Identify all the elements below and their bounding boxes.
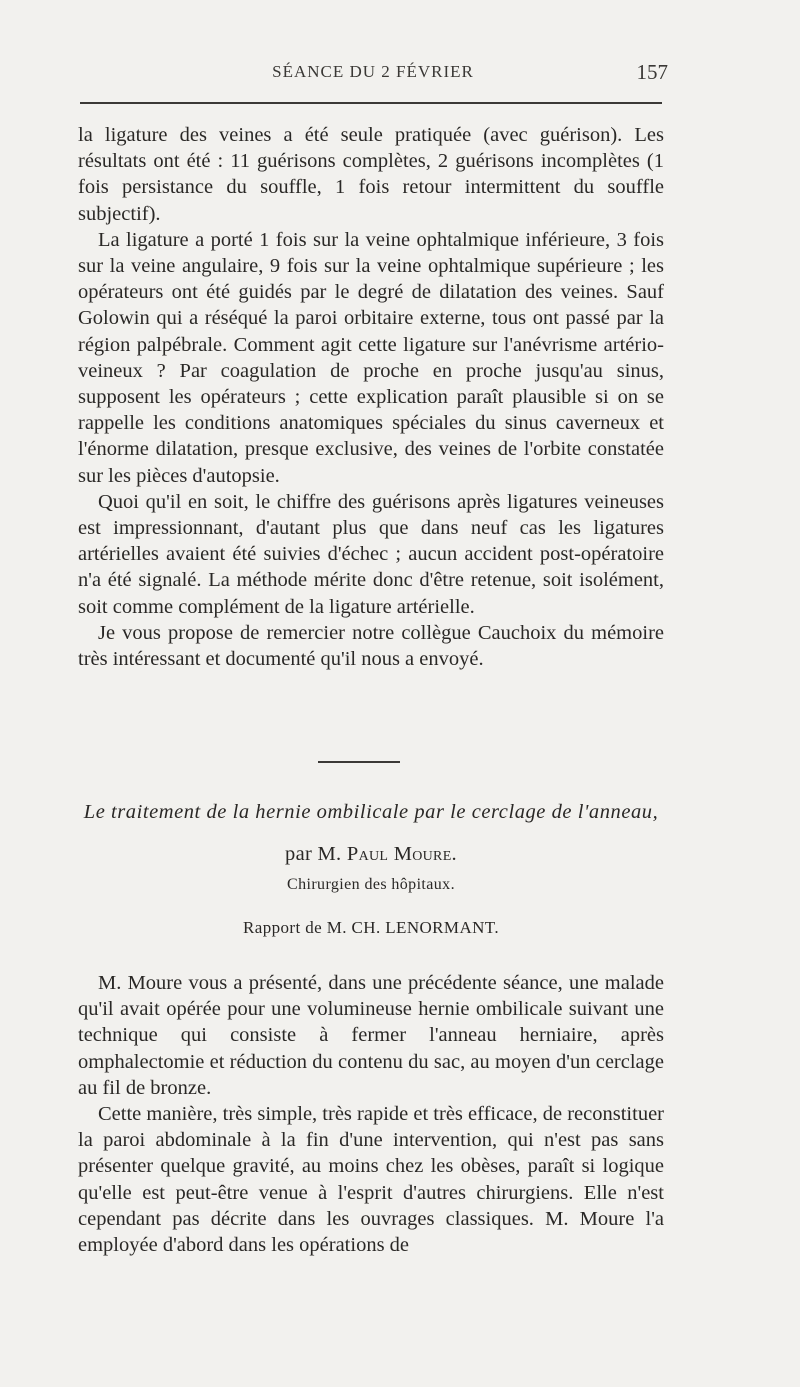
article-author <box>78 843 664 866</box>
author-name: Paul Moure. <box>346 843 457 865</box>
paragraph: M. Moure vous a présenté, dans une précédente séance, une malade qu'il avait opérée pour une volumineuse hernie ombilicale suivant une technique qui consiste à fermer l'anneau herniaire, après omphalectomie et réduction du contenu du sac, au moyen d'un cerclage au fil de bronze. <box>78 972 664 1099</box>
running-head <box>78 60 668 90</box>
paragraph: La ligature a porté 1 fois sur la veine ophtalmique inférieure, 3 fois sur la veine angulaire, 9 fois sur la veine ophtalmique supérieure ; les opérateurs ont été guidés par le degré de dilatation des veines. Sauf Golowin qui a réséqué la paroi orbitaire externe, tous ont passé par la région palpébrale. Comment agit cette ligature sur l'anévrisme artério-veineux ? Par coagulation de proche en proche jusqu'au sinus, supposent les opérateurs ; cette explication paraît plausible si on se rappelle les conditions anatomiques spéciales du sinus caverneux et l'énorme dilatation, presque exclusive, des veines de l'orbite constatée sur les pièces d'autopsie. <box>78 228 664 487</box>
section-divider <box>318 761 400 763</box>
paragraph: Cette manière, très simple, très rapide et très efficace, de reconstituer la paroi abdominale à la fin d'une intervention, qui n'est pas sans présenter quelque gravité, au moins chez les obèses, paraît si logique qu'elle est peut-être venue à l'esprit d'autres chirurgiens. Elle n'est cependant pas décrite dans les ouvrages classiques. M. Moure l'a employée d'abord dans les opérations de <box>78 1103 664 1257</box>
running-title: SÉANCE DU 2 FÉVRIER <box>272 62 474 81</box>
header-rule <box>80 102 662 104</box>
article-body-text <box>78 970 664 1258</box>
article-title: Le traitement de la hernie ombilicale par le cerclage de l'anneau, <box>83 801 659 823</box>
paragraph: Quoi qu'il en soit, le chiffre des guérisons après ligatures veineuses est impressionnant, d'autant plus que dans neuf cas les ligatures artérielles avaient été suivies d'échec ; aucun accident post-opératoire n'a été signalé. La méthode mérite donc d'être retenue, soit isolément, soit comme complément de la ligature artérielle. <box>78 490 664 618</box>
report-conclusion-text <box>78 122 664 672</box>
paragraph: la ligature des veines a été seule pratiquée (avec guérison). Les résultats ont été : 11 guérisons complètes, 2 guérisons incomplètes (1 fois persistance du souffle, 1 fois retour intermittent du souffle subjectif). <box>78 124 664 225</box>
paragraph: Je vous propose de remercier notre collègue Cauchoix du mémoire très intéressant et documenté qu'il nous a envoyé. <box>78 621 664 671</box>
author-affiliation: Chirurgien des hôpitaux. <box>287 876 455 893</box>
author-prefix: par M. <box>285 843 347 865</box>
report-line: Rapport de M. CH. LENORMANT. <box>243 918 499 937</box>
page-number: 157 <box>636 60 668 84</box>
